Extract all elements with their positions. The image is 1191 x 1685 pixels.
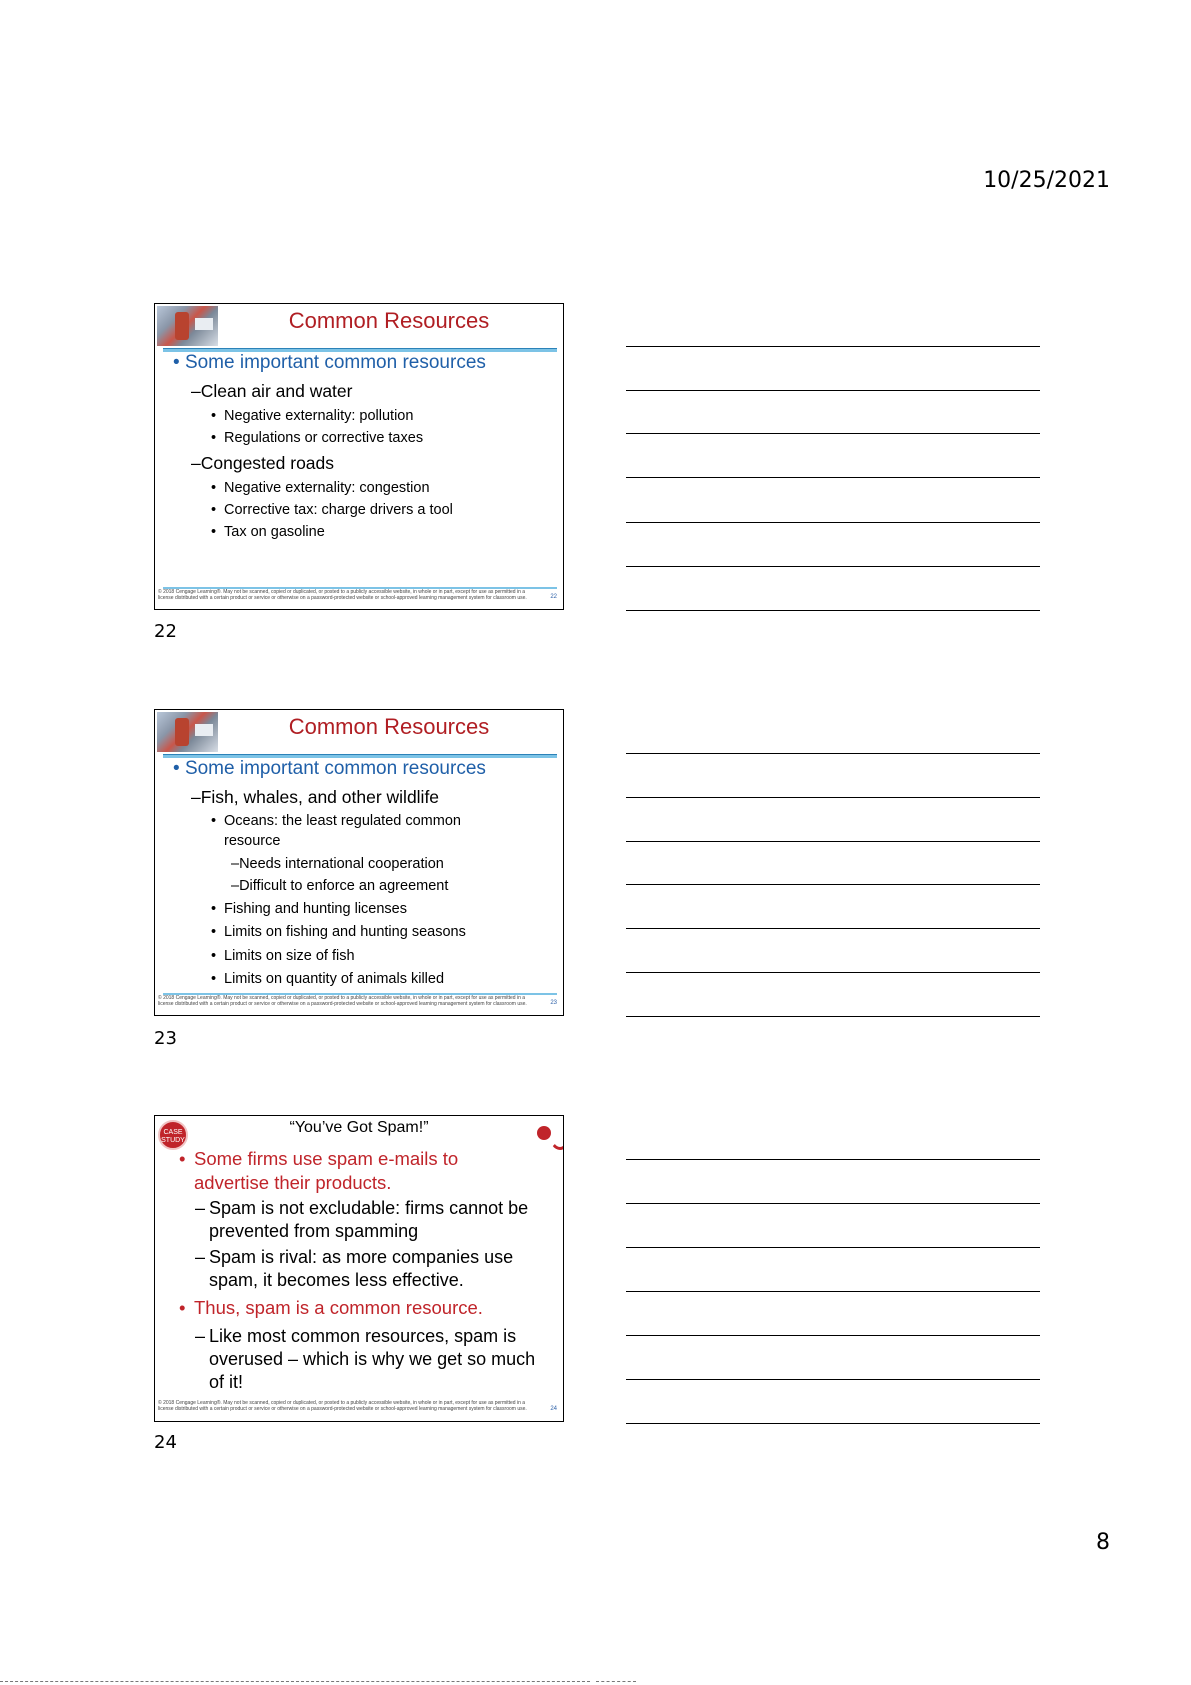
note-line (626, 1016, 1040, 1017)
note-line (626, 1291, 1040, 1292)
note-line (626, 841, 1040, 842)
note-line (626, 1247, 1040, 1248)
note-line (626, 753, 1040, 754)
case-study-badge: CASE STUDY (158, 1120, 188, 1150)
note-line (626, 797, 1040, 798)
copyright-notice: © 2018 Cengage Learning®. May not be scanned, copied or duplicated, or posted to a publicly accessible website, in whole or in part, except for use as permitted in a license distributed with a certain product or service or otherwise on a password-protected website or school-approved learning management system for classroom use. (158, 589, 527, 601)
note-line (626, 477, 1040, 478)
bullet-level2: –Fish, whales, and other wildlife (191, 787, 440, 807)
note-line (626, 433, 1040, 434)
slide-page-number: 24 (550, 1406, 557, 1412)
note-line (626, 1423, 1040, 1424)
note-line (626, 1159, 1040, 1160)
slide-22: Common Resources • Some important common resources –Clean air and water • Negative externality: pollution • Regulations or corrective taxes –Congested roads • Negative externality: congestion • Corrective tax: charge drivers a tool • Tax on gasoline © 2018 Cengage Learning®. May not be scanned, copied or duplicated, or posted to a publicly accessible website, in whole or in part, except for use as permitted in a license distributed with a certain product or service or otherwise on a password-protected website or school-approved learning management system for classroom use. 22 (154, 303, 564, 610)
slide-page-number: 22 (550, 594, 557, 600)
slide-number: 23 (154, 1028, 177, 1049)
note-line (626, 884, 1040, 885)
slide-24: CASE STUDY “You’ve Got Spam!” • Some firms use spam e-mails to advertise their products. – Spam is not excludable: firms cannot be prevented from spamming – Spam is rival: as more companies use spam, it becomes less effective. • Thus, spam is a common resource. – Like most common resources, spam is overused – which is why we get so much of it! © 2018 Cengage Learning®. May not be scanned, copied or duplicated, or posted to a publicly accessible website, in whole or in part, except for use as permitted in a license distributed with a certain product or service or otherwise on a password-protected website or school-approved learning management system for classroom use. 24 (154, 1115, 564, 1422)
slide-number: 22 (154, 621, 177, 642)
decorative-arc-icon (549, 1118, 564, 1150)
copyright-notice: © 2018 Cengage Learning®. May not be scanned, copied or duplicated, or posted to a publicly accessible website, in whole or in part, except for use as permitted in a license distributed with a certain product or service or otherwise on a password-protected website or school-approved learning management system for classroom use. (158, 995, 527, 1007)
note-line (626, 972, 1040, 973)
slide-23: Common Resources • Some important common resources –Fish, whales, and other wildlife • Oceans: the least regulated common resource –Needs international cooperation –Difficult to enforce an agreement • Fishing and hunting licenses • Limits on fishing and hunting seasons • Limits on size of fish • Limits on quantity of animals killed © 2018 Cengage Learning®. May not be scanned, copied or duplicated, or posted to a publicly accessible website, in whole or in part, except for use as permitted in a license distributed with a certain product or service or otherwise on a password-protected website or school-approved learning management system for classroom use. 23 (154, 709, 564, 1016)
print-date: 10/25/2021 (983, 168, 1110, 193)
note-line (626, 522, 1040, 523)
slide-thumbnail-image (157, 306, 218, 346)
bullet-level4: –Needs international cooperation (231, 856, 444, 872)
bottom-dashed-rule (596, 1681, 636, 1682)
copyright-notice: © 2018 Cengage Learning®. May not be scanned, copied or duplicated, or posted to a publicly accessible website, in whole or in part, except for use as permitted in a license distributed with a certain product or service or otherwise on a password-protected website or school-approved learning management system for classroom use. (158, 1400, 527, 1412)
slide-title: Common Resources (288, 714, 490, 739)
note-line (626, 390, 1040, 391)
note-line (626, 566, 1040, 567)
bottom-dashed-rule (0, 1681, 590, 1682)
note-line (626, 346, 1040, 347)
note-line (626, 1379, 1040, 1380)
slide-title: “You’ve Got Spam!” (289, 1119, 429, 1136)
bullet-level2: –Congested roads (191, 453, 335, 473)
bullet-level4: –Difficult to enforce an agreement (231, 878, 449, 894)
slide-page-number: 23 (550, 1000, 557, 1006)
bullet-level2: –Clean air and water (191, 381, 353, 401)
note-line (626, 1203, 1040, 1204)
slide-thumbnail-image (157, 712, 218, 752)
note-line (626, 610, 1040, 611)
slide-title: Common Resources (288, 308, 490, 333)
slide-number: 24 (154, 1432, 177, 1453)
note-line (626, 928, 1040, 929)
note-line (626, 1335, 1040, 1336)
bullet-level1: • Some important common resources (173, 758, 486, 779)
page-number: 8 (1096, 1530, 1110, 1555)
bullet-level1: • Some important common resources (173, 352, 486, 373)
